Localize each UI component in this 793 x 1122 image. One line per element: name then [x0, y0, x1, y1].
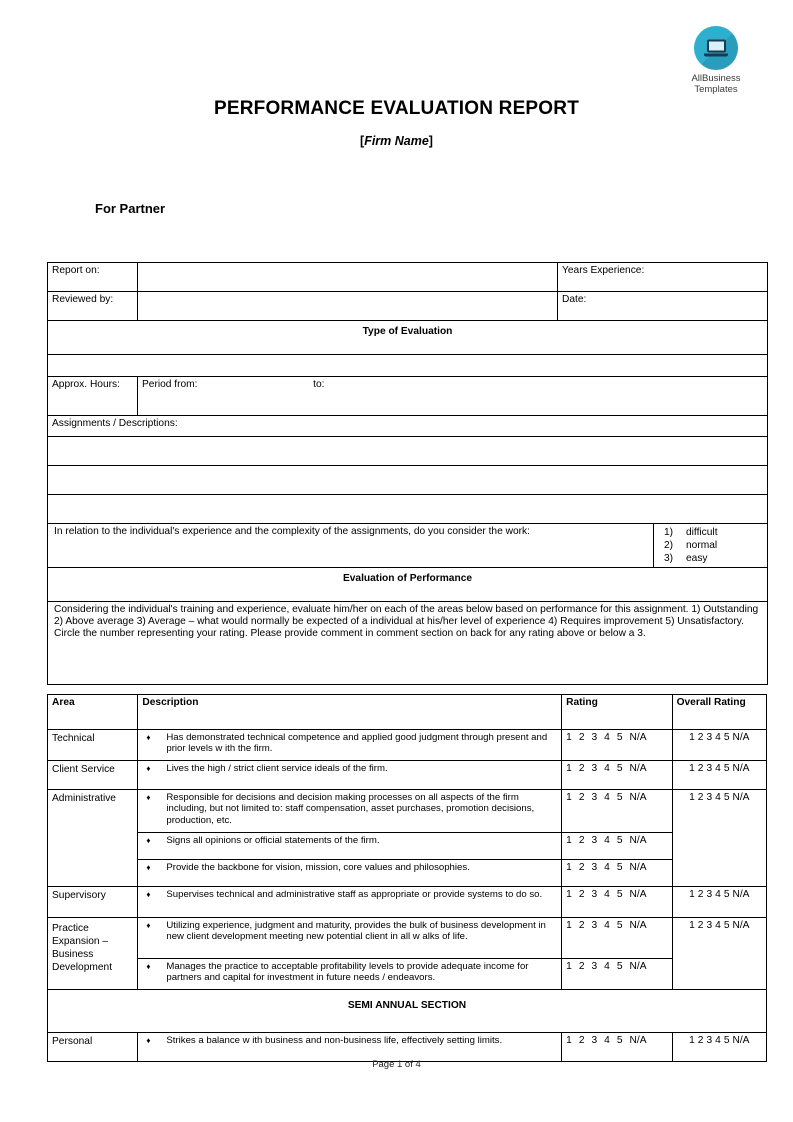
bullet-icon: ♦	[146, 1036, 151, 1045]
rating-scale-client-service[interactable]: 1 2 3 4 5 N/A	[562, 761, 672, 790]
evaluation-instructions: Considering the individual's training and experience, evaluate him/her on each of the areas below based on performance for this assignment. 1) Outstanding 2) Above average 3) Average – what would normally be expected of a individual at his/her level of experience 4) Requires improvement 5) Unsatisfactory. Circle the number representing your rating. Please provide comment in comment section on back for any rating above or below a 3.	[48, 602, 768, 685]
performance-rating-table	[47, 694, 767, 1062]
table-row-blank-3	[48, 495, 768, 524]
years-experience-label: Years Experience:	[558, 263, 768, 292]
table-row-in-relation	[48, 524, 768, 568]
description-text: Has demonstrated technical competence and applied good judgment through present and prior levels w ith the firm.	[166, 732, 548, 755]
bullet-icon: ♦	[146, 863, 151, 872]
table-row-semi-annual-band	[48, 990, 767, 1033]
logo-text-line2: Templates	[694, 84, 738, 95]
table-row-assignments	[48, 416, 768, 437]
date-label: Date:	[558, 292, 768, 321]
bullet-icon: ♦	[146, 921, 151, 930]
bracket-open: [	[360, 134, 365, 148]
description-cell	[138, 918, 562, 959]
page-footer: Page 1 of 4	[372, 1059, 421, 1070]
area-label-personal: Personal	[48, 1033, 138, 1062]
bullet-icon: ♦	[146, 962, 151, 971]
semi-annual-section-heading: SEMI ANNUAL SECTION	[48, 990, 767, 1033]
table-row-administrative-2	[48, 833, 767, 860]
evaluation-subject: For Partner	[95, 201, 166, 216]
table-row-type-of-evaluation-value	[48, 355, 768, 377]
table-row-type-of-evaluation-band	[48, 321, 768, 355]
description-cell	[138, 761, 562, 790]
work-options-list	[664, 526, 763, 565]
reviewed-by-label: Reviewed by:	[48, 292, 138, 321]
area-label-supervisory: Supervisory	[48, 887, 138, 918]
table-row-administrative-3	[48, 860, 767, 887]
description-cell	[138, 887, 562, 918]
area-label-technical: Technical	[48, 730, 138, 761]
table-row-evaluation-band	[48, 568, 768, 602]
description-cell	[138, 959, 562, 990]
work-option-number: 2)	[664, 540, 674, 551]
overall-rating-scale-administrative[interactable]: 1 2 3 4 5 N/A	[672, 790, 766, 887]
overall-rating-scale-client-service[interactable]: 1 2 3 4 5 N/A	[672, 761, 766, 790]
work-difficulty-options	[654, 524, 768, 568]
assignments-blank-line[interactable]	[48, 495, 768, 524]
area-label-client-service: Client Service	[48, 761, 138, 790]
type-of-evaluation-value[interactable]	[48, 355, 768, 377]
table-row-supervisory	[48, 887, 767, 918]
work-option[interactable]	[664, 539, 763, 552]
table-row-reviewed-by	[48, 292, 768, 321]
work-option-number: 3)	[664, 553, 674, 564]
assignments-blank-line[interactable]	[48, 466, 768, 495]
rating-scale-administrative-2[interactable]: 1 2 3 4 5 N/A	[562, 833, 672, 860]
description-cell	[138, 730, 562, 761]
work-option-label: normal	[686, 540, 718, 551]
description-text: Signs all opinions or official statements of the firm.	[166, 835, 380, 846]
bullet-icon: ♦	[146, 890, 151, 899]
table-row-blank-1	[48, 437, 768, 466]
assignments-blank-line[interactable]	[48, 437, 768, 466]
rating-scale-technical[interactable]: 1 2 3 4 5 N/A	[562, 730, 672, 761]
description-text: Provide the backbone for vision, mission, core values and philosophies.	[166, 862, 470, 873]
bracket-close: ]	[428, 134, 433, 148]
type-of-evaluation-heading: Type of Evaluation	[48, 321, 768, 355]
evaluation-of-performance-heading: Evaluation of Performance	[48, 568, 768, 602]
period-from-label: Period from:	[142, 379, 198, 390]
area-label-administrative: Administrative	[48, 790, 138, 887]
table-row-hours-period	[48, 377, 768, 416]
description-text: Strikes a balance w ith business and non-business life, effectively setting limits.	[166, 1035, 503, 1046]
page-title: PERFORMANCE EVALUATION REPORT	[213, 98, 580, 119]
rating-scale-personal[interactable]: 1 2 3 4 5 N/A	[562, 1033, 672, 1062]
firm-name-placeholder	[0, 134, 793, 148]
bullet-icon: ♦	[146, 733, 151, 742]
period-to-label: to:	[313, 379, 325, 390]
approx-hours-label: Approx. Hours:	[48, 377, 138, 416]
table-row-practice-expansion-2	[48, 959, 767, 990]
work-option[interactable]	[664, 526, 763, 539]
report-info-table	[47, 262, 768, 685]
table-row-instructions	[48, 602, 768, 685]
assignments-label: Assignments / Descriptions:	[48, 416, 768, 437]
rating-scale-administrative-3[interactable]: 1 2 3 4 5 N/A	[562, 860, 672, 887]
rating-scale-practice-expansion-2[interactable]: 1 2 3 4 5 N/A	[562, 959, 672, 990]
bullet-icon: ♦	[146, 764, 151, 773]
rating-scale-administrative-1[interactable]: 1 2 3 4 5 N/A	[562, 790, 672, 833]
column-header-area: Area	[48, 695, 138, 730]
report-on-label: Report on:	[48, 263, 138, 292]
in-relation-question: In relation to the individual's experience and the complexity of the assignments, do you consider the work:	[48, 524, 654, 568]
report-on-value[interactable]	[138, 263, 558, 292]
description-cell	[138, 1033, 562, 1062]
brand-logo	[668, 26, 764, 95]
table-row-technical	[48, 730, 767, 761]
reviewed-by-value[interactable]	[138, 292, 558, 321]
table-row-blank-2	[48, 466, 768, 495]
bullet-icon: ♦	[146, 836, 151, 845]
description-text: Manages the practice to acceptable profitability levels to provide adequate income for partners and capital for investment in future needs / endeavors.	[166, 961, 529, 984]
overall-rating-scale-supervisory[interactable]: 1 2 3 4 5 N/A	[672, 887, 766, 918]
logo-text-line1: AllBusiness	[691, 73, 741, 84]
table-row-personal	[48, 1033, 767, 1062]
period-cell	[138, 377, 768, 416]
description-cell	[138, 790, 562, 833]
firm-name-text: Firm Name	[364, 134, 429, 148]
area-label-practice-expansion: Practice Expansion – Business Development	[48, 918, 138, 990]
table-header-row	[48, 695, 767, 730]
work-option[interactable]	[664, 552, 763, 565]
description-text: Utilizing experience, judgment and maturity, provides the bulk of business development in new client development meeting new potential client in all w alks of life.	[166, 920, 546, 943]
rating-scale-practice-expansion-1[interactable]: 1 2 3 4 5 N/A	[562, 918, 672, 959]
work-option-number: 1)	[664, 527, 674, 538]
column-header-rating: Rating	[562, 695, 672, 730]
description-text: Supervises technical and administrative staff as appropriate or provide systems to do so.	[166, 889, 543, 900]
work-option-label: easy	[686, 553, 708, 564]
column-header-overall-rating: Overall Rating	[672, 695, 766, 730]
table-row-client-service	[48, 761, 767, 790]
overall-rating-scale-technical[interactable]: 1 2 3 4 5 N/A	[672, 730, 766, 761]
logo-text	[668, 73, 764, 95]
table-row-report-on	[48, 263, 768, 292]
column-header-description: Description	[138, 695, 562, 730]
overall-rating-scale-practice-expansion[interactable]: 1 2 3 4 5 N/A	[672, 918, 766, 990]
laptop-icon	[704, 40, 728, 57]
description-cell	[138, 833, 562, 860]
description-cell	[138, 860, 562, 887]
work-option-label: difficult	[686, 527, 718, 538]
overall-rating-scale-personal[interactable]: 1 2 3 4 5 N/A	[672, 1033, 766, 1062]
bullet-icon: ♦	[146, 793, 151, 802]
table-row-practice-expansion-1	[48, 918, 767, 959]
logo-circle	[694, 26, 738, 70]
table-row-administrative-1	[48, 790, 767, 833]
description-text: Responsible for decisions and decision making processes on all aspects of the firm including, but not limited to: staff compensation, asset purchases, promotion decisions, production, etc.	[166, 792, 535, 826]
rating-scale-supervisory[interactable]: 1 2 3 4 5 N/A	[562, 887, 672, 918]
description-text: Lives the high / strict client service ideals of the firm.	[166, 763, 388, 774]
